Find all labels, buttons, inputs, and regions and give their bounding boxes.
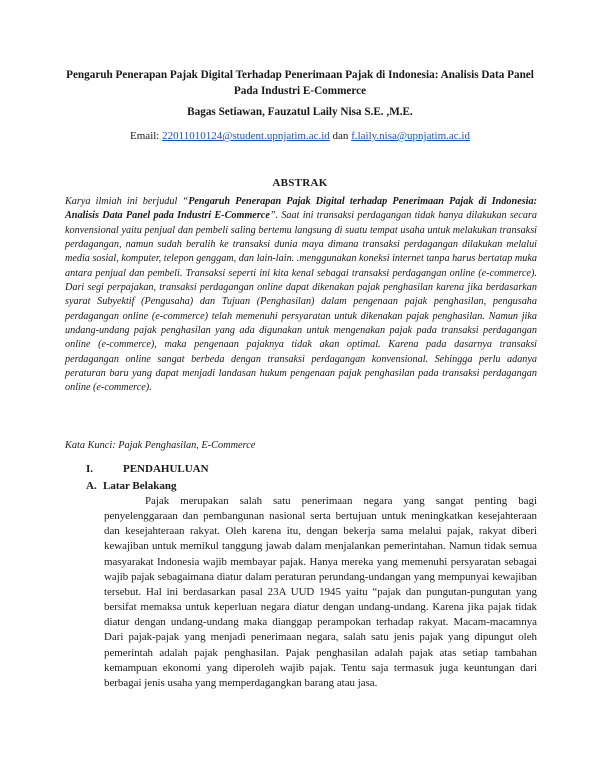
keywords: Kata Kunci: Pajak Penghasilan, E-Commerce: [65, 440, 256, 451]
subsection-number: A.: [86, 480, 97, 492]
subsection-title: Latar Belakang: [103, 480, 177, 492]
paper-authors: Bagas Setiawan, Fauzatul Laily Nisa S.E. ,M.E.: [187, 106, 413, 118]
abstract-body: ”. Saat ini transaksi perdagangan tidak hanya dilakukan secara konvensional yaitu penjual dan pembeli saling bertemu langsung di suatu tempat usaha untuk melakukan transaksi perdagangan, namun sudah beralih ke transaksi dunia maya dimana transaksi perdagangan dilakukan melalui media sosial, komputer, telepon genggam, dan lain-lain. .menggunakan koneksi internet tanpa harus bertatap muka antara penjual dan pembeli. Transaksi seperti ini kita kenal sebagai transaksi perdagangan online (e-commerce). Dari segi perpajakan, transaksi perdagangan online dapat dikenakan pajak penghasilan karena jika berdasarkan syarat Subyektif (Pengusaha) dan Tujuan (Penghasilan) dalam pengenaan pajak penghasilan, pengusaha perdagangan online (e-commerce) telah memenuhi persyaratan untuk dikenakan pajak penghasilan. Namun jika undang-undang pajak penghasilan yang ada digunakan untuk mengenakan pajak pada transaksi perdagangan online (e-commerce), maka pengenaan pajaknya tidak akan optimal. Karena pada dasarnya transaksi perdagangan online sangat berbeda dengan transaksi perdagangan konvensional. Sehingga perlu adanya peraturan baru yang dapat menjadi landasan hukum pengenaan pajak penghasilan pada transaksi perdagangan online (e-commerce).: [65, 210, 537, 394]
paper-title: Pengaruh Penerapan Pajak Digital Terhadap Penerimaan Pajak di Indonesia: Analisis Data Panel Pada Industri E-Commerce: [66, 69, 534, 97]
section-title: PENDAHULUAN: [123, 463, 209, 475]
section-number: I.: [86, 463, 94, 475]
abstract-intro: Karya ilmiah ini berjudul “: [65, 196, 189, 207]
email-conjunction: dan: [332, 130, 349, 142]
email-line: [60, 130, 540, 142]
email-link-author-2[interactable]: f.laily.nisa@upnjatim.ac.id: [351, 130, 470, 142]
abstract-text: [65, 195, 537, 396]
email-link-author-1[interactable]: 22011010124@student.upnjatim.ac.id: [162, 130, 330, 142]
body-paragraph: Pajak merupakan salah satu penerimaan negara yang sangat penting bagi penyelenggaraan dan pembangunan nasional serta bertujuan untuk meningkatkan kesejahteraan dan kesejahteraan rakyat. Oleh karena itu, dengan bekerja sama melalui pajak, rakyat diberi kewajiban untuk memikul tanggung jawab dalam menjalankan pemerintahan. Namun tidak semua masyarakat Indonesia wajib membayar pajak. Hanya mereka yang memenuhi persyaratan sebagai wajib pajak sebagaimana diatur dalam peraturan perundang-undangan yang mempunyai kewajiban tersebut. Hal ini berdasarkan pasal 23A UUD 1945 yaitu “pajak dan pungutan-pungutan yang bersifat memaksa untuk keperluan negara diatur dengan undang-undang. Karena jika pajak tidak diatur dengan undang-undang maka dianggap perampokan terhadap rakyat. Macam-macamnya Dari pajak-pajak yang menjadi penerimaan negara, salah satu jenis pajak yang dipungut oleh pemerintah adalah pajak penghasilan. Pajak penghasilan adalah pajak atas setiap tambahan kemampuan ekonomi yang diperoleh wajib pajak. Tentu saja termasuk juga keuntungan dari berbagai jenis usaha yang memperdagangkan barang atau jasa.: [104, 495, 537, 689]
email-label: Email:: [130, 130, 160, 142]
abstract-title: Pengaruh Penerapan Pajak Digital terhadap Penerimaan Pajak di Indonesia: Analisis Data Panel pada Industri E-Commerce: [65, 196, 537, 222]
abstract-heading: ABSTRAK: [272, 177, 328, 189]
